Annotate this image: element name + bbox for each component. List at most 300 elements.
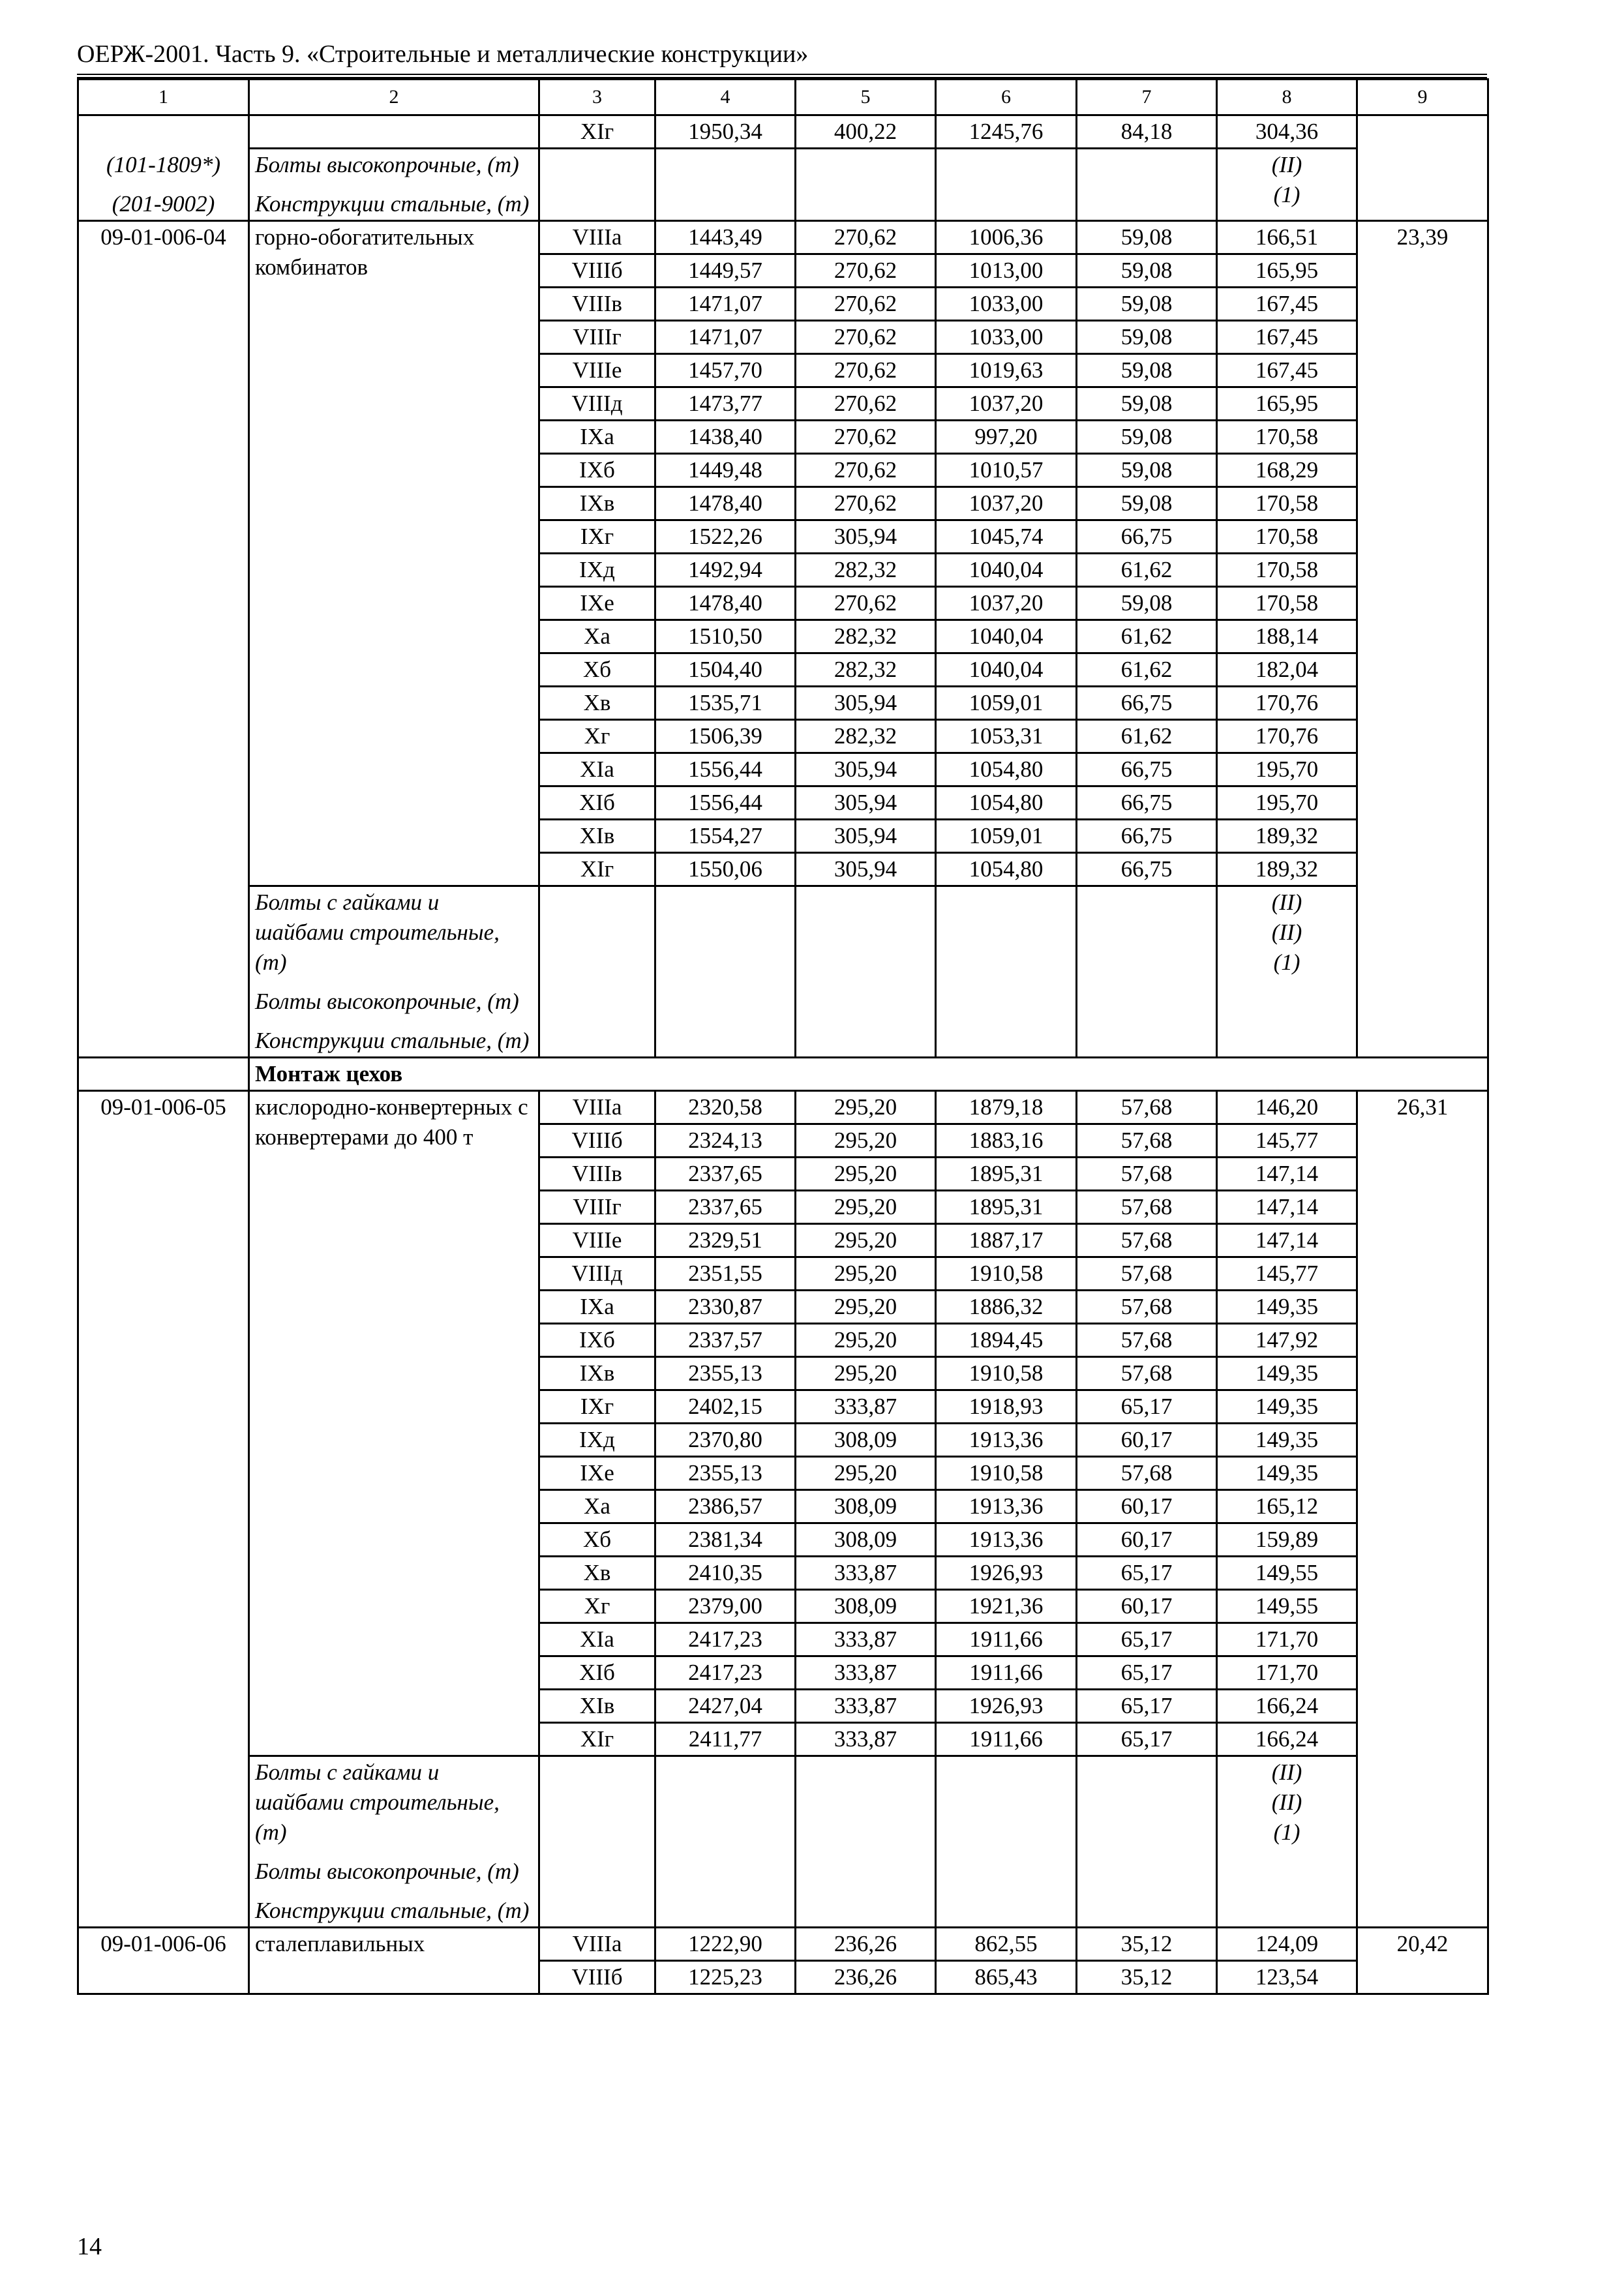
value-cell: 1471,07 bbox=[655, 321, 796, 354]
value-cell: 270,62 bbox=[796, 587, 936, 620]
value-cell: 57,68 bbox=[1077, 1457, 1217, 1490]
value-cell: 1059,01 bbox=[936, 687, 1077, 720]
value-cell: 1910,58 bbox=[936, 1457, 1077, 1490]
value-cell: 166,51 bbox=[1217, 221, 1357, 254]
column-header: 3 bbox=[539, 80, 655, 115]
value-cell: 167,45 bbox=[1217, 288, 1357, 321]
value-cell: 305,94 bbox=[796, 786, 936, 820]
value-cell: 1556,44 bbox=[655, 786, 796, 820]
value-cell: 1478,40 bbox=[655, 487, 796, 520]
materials-marks-cell bbox=[1217, 1756, 1357, 1928]
value-cell: 57,68 bbox=[1077, 1357, 1217, 1390]
value-cell: 1522,26 bbox=[655, 520, 796, 554]
value-cell: 1895,31 bbox=[936, 1191, 1077, 1224]
material-mark: (II) bbox=[1271, 920, 1302, 945]
value-cell: 1550,06 bbox=[655, 853, 796, 886]
value-cell: 165,12 bbox=[1217, 1490, 1357, 1523]
material-mark: (II) bbox=[1271, 1759, 1302, 1785]
zone-cell: VIIIб bbox=[539, 254, 655, 288]
table-body bbox=[78, 115, 1488, 1994]
zone-cell: VIIIд bbox=[539, 387, 655, 421]
material-name: Болты высокопрочные, (т) bbox=[255, 1859, 519, 1884]
value-cell: 170,76 bbox=[1217, 720, 1357, 753]
value-cell: 1040,04 bbox=[936, 554, 1077, 587]
value-cell: 1033,00 bbox=[936, 321, 1077, 354]
zone-cell: IXa bbox=[539, 1291, 655, 1324]
value-cell: 66,75 bbox=[1077, 687, 1217, 720]
zone-cell: VIIIa bbox=[539, 221, 655, 254]
value-cell: 1886,32 bbox=[936, 1291, 1077, 1324]
value-cell: 1895,31 bbox=[936, 1158, 1077, 1191]
value-cell: 1918,93 bbox=[936, 1390, 1077, 1424]
value-cell: 2417,23 bbox=[655, 1623, 796, 1656]
zone-cell: Xa bbox=[539, 1490, 655, 1523]
item-code-cell: 09-01-006-04 bbox=[78, 221, 249, 1058]
value-cell: 1883,16 bbox=[936, 1124, 1077, 1158]
zone-cell: IXв bbox=[539, 1357, 655, 1390]
value-cell: 1913,36 bbox=[936, 1490, 1077, 1523]
value-cell: 35,12 bbox=[1077, 1961, 1217, 1994]
value-cell: 333,87 bbox=[796, 1390, 936, 1424]
value-cell: 400,22 bbox=[796, 115, 936, 149]
value-cell: 1913,36 bbox=[936, 1523, 1077, 1557]
value-cell: 2427,04 bbox=[655, 1690, 796, 1723]
value-cell: 149,35 bbox=[1217, 1424, 1357, 1457]
value-cell: 170,76 bbox=[1217, 687, 1357, 720]
value-cell: 1054,80 bbox=[936, 853, 1077, 886]
item-name-cell: кислородно-конвертерных с конвертерами до 400 т bbox=[249, 1091, 539, 1756]
value-cell: 1910,58 bbox=[936, 1257, 1077, 1291]
value-cell: 2329,51 bbox=[655, 1224, 796, 1257]
material-name: Болты с гайками и шайбами строительные, (т) bbox=[255, 1759, 500, 1845]
materials-empty-cell bbox=[1077, 149, 1217, 221]
value-cell: 304,36 bbox=[1217, 115, 1357, 149]
value-cell: 295,20 bbox=[796, 1224, 936, 1257]
zone-cell: IXe bbox=[539, 1457, 655, 1490]
value-cell: 170,58 bbox=[1217, 520, 1357, 554]
value-cell: 270,62 bbox=[796, 354, 936, 387]
materials-empty-cell bbox=[539, 886, 655, 1058]
value-cell: 60,17 bbox=[1077, 1490, 1217, 1523]
value-cell: 1911,66 bbox=[936, 1623, 1077, 1656]
value-cell: 182,04 bbox=[1217, 653, 1357, 687]
value-cell: 59,08 bbox=[1077, 587, 1217, 620]
value-cell: 66,75 bbox=[1077, 853, 1217, 886]
item-code-cell bbox=[78, 115, 249, 221]
material-name: Болты высокопрочные, (т) bbox=[255, 152, 519, 177]
zone-cell: VIIIв bbox=[539, 288, 655, 321]
value-cell: 282,32 bbox=[796, 720, 936, 753]
value-cell: 145,77 bbox=[1217, 1124, 1357, 1158]
zone-cell: XIг bbox=[539, 115, 655, 149]
zone-cell: XIг bbox=[539, 853, 655, 886]
value-cell: 59,08 bbox=[1077, 221, 1217, 254]
value-cell: 195,70 bbox=[1217, 786, 1357, 820]
value-cell: 59,08 bbox=[1077, 487, 1217, 520]
materials-empty-cell bbox=[1077, 886, 1217, 1058]
value-cell: 171,70 bbox=[1217, 1623, 1357, 1656]
zone-cell: IXб bbox=[539, 454, 655, 487]
page-number: 14 bbox=[77, 2233, 102, 2260]
value-cell: 1471,07 bbox=[655, 288, 796, 321]
value-cell: 295,20 bbox=[796, 1357, 936, 1390]
zone-cell: VIIIд bbox=[539, 1257, 655, 1291]
zone-cell: XIв bbox=[539, 1690, 655, 1723]
section-row bbox=[78, 1058, 1488, 1091]
value-cell: 1222,90 bbox=[655, 1928, 796, 1961]
value-cell: 1921,36 bbox=[936, 1590, 1077, 1623]
value-cell: 270,62 bbox=[796, 321, 936, 354]
value-cell: 145,77 bbox=[1217, 1257, 1357, 1291]
materials-empty-cell bbox=[796, 886, 936, 1058]
material-mark: (II) bbox=[1271, 890, 1302, 915]
value-cell: 282,32 bbox=[796, 620, 936, 653]
materials-empty-cell bbox=[655, 1756, 796, 1928]
value-cell: 124,09 bbox=[1217, 1928, 1357, 1961]
rates-table bbox=[77, 78, 1489, 1995]
value-cell: 1554,27 bbox=[655, 820, 796, 853]
value-cell: 2417,23 bbox=[655, 1656, 796, 1690]
materials-empty-cell bbox=[936, 149, 1077, 221]
materials-marks-cell bbox=[1217, 886, 1357, 1058]
value-cell: 1037,20 bbox=[936, 587, 1077, 620]
value-cell: 147,14 bbox=[1217, 1224, 1357, 1257]
value-cell: 170,58 bbox=[1217, 554, 1357, 587]
value-cell: 1053,31 bbox=[936, 720, 1077, 753]
value-cell: 61,62 bbox=[1077, 554, 1217, 587]
value-cell: 236,26 bbox=[796, 1928, 936, 1961]
value-cell: 1040,04 bbox=[936, 653, 1077, 687]
value-cell: 159,89 bbox=[1217, 1523, 1357, 1557]
value-cell: 165,95 bbox=[1217, 387, 1357, 421]
value-cell: 1438,40 bbox=[655, 421, 796, 454]
materials-empty-cell bbox=[1077, 1756, 1217, 1928]
value-cell: 66,75 bbox=[1077, 520, 1217, 554]
material-mark: (1) bbox=[1273, 182, 1301, 207]
value-cell: 1245,76 bbox=[936, 115, 1077, 149]
value-cell: 1040,04 bbox=[936, 620, 1077, 653]
zone-cell: VIIIa bbox=[539, 1928, 655, 1961]
value-cell: 2370,80 bbox=[655, 1424, 796, 1457]
material-mark: (1) bbox=[1273, 950, 1301, 975]
value-cell: 146,20 bbox=[1217, 1091, 1357, 1124]
value-cell: 333,87 bbox=[796, 1656, 936, 1690]
material-mark: (II) bbox=[1271, 1789, 1302, 1815]
value-cell: 170,58 bbox=[1217, 487, 1357, 520]
value-cell: 57,68 bbox=[1077, 1124, 1217, 1158]
zone-cell: VIIIб bbox=[539, 1124, 655, 1158]
value-cell: 61,62 bbox=[1077, 720, 1217, 753]
value-cell: 57,68 bbox=[1077, 1091, 1217, 1124]
material-mark: (II) bbox=[1271, 152, 1302, 177]
material-code: (201-9002) bbox=[112, 191, 215, 217]
value-cell: 1926,93 bbox=[936, 1690, 1077, 1723]
material-name: Конструкции стальные, (т) bbox=[255, 191, 530, 217]
value-cell: 61,62 bbox=[1077, 620, 1217, 653]
zone-cell: VIIIв bbox=[539, 1158, 655, 1191]
value-cell: 1879,18 bbox=[936, 1091, 1077, 1124]
zone-cell: IXв bbox=[539, 487, 655, 520]
value-cell: 57,68 bbox=[1077, 1191, 1217, 1224]
materials-empty-cell bbox=[936, 886, 1077, 1058]
value-cell: 308,09 bbox=[796, 1523, 936, 1557]
item-name-cell: сталеплавильных bbox=[249, 1928, 539, 1994]
value-cell: 270,62 bbox=[796, 221, 936, 254]
materials-names-cell bbox=[249, 1756, 539, 1928]
material-name: Болты высокопрочные, (т) bbox=[255, 989, 519, 1014]
value-cell: 1913,36 bbox=[936, 1424, 1077, 1457]
column-header: 9 bbox=[1357, 80, 1488, 115]
value-cell: 2351,55 bbox=[655, 1257, 796, 1291]
value-cell: 333,87 bbox=[796, 1623, 936, 1656]
value-cell: 149,35 bbox=[1217, 1291, 1357, 1324]
zone-cell: VIIIг bbox=[539, 321, 655, 354]
value-cell: 166,24 bbox=[1217, 1690, 1357, 1723]
materials-names-cell bbox=[249, 886, 539, 1058]
value-cell: 295,20 bbox=[796, 1158, 936, 1191]
zone-cell: IXб bbox=[539, 1324, 655, 1357]
value-cell: 997,20 bbox=[936, 421, 1077, 454]
value-cell: 270,62 bbox=[796, 387, 936, 421]
value-cell: 295,20 bbox=[796, 1124, 936, 1158]
zone-cell: VIIIб bbox=[539, 1961, 655, 1994]
col9-cell: 26,31 bbox=[1357, 1091, 1488, 1928]
value-cell: 57,68 bbox=[1077, 1291, 1217, 1324]
value-cell: 167,45 bbox=[1217, 354, 1357, 387]
zone-cell: Xг bbox=[539, 720, 655, 753]
value-cell: 65,17 bbox=[1077, 1623, 1217, 1656]
page-header-title: ОЕРЖ-2001. Часть 9. «Строительные и металлические конструкции» bbox=[77, 40, 809, 68]
value-cell: 189,32 bbox=[1217, 853, 1357, 886]
column-header: 8 bbox=[1217, 80, 1357, 115]
item-name-cell bbox=[249, 115, 539, 149]
value-cell: 1045,74 bbox=[936, 520, 1077, 554]
value-cell: 123,54 bbox=[1217, 1961, 1357, 1994]
value-cell: 2411,77 bbox=[655, 1723, 796, 1756]
value-cell: 1910,58 bbox=[936, 1357, 1077, 1390]
value-cell: 66,75 bbox=[1077, 786, 1217, 820]
zone-cell: IXг bbox=[539, 520, 655, 554]
value-cell: 84,18 bbox=[1077, 115, 1217, 149]
value-cell: 1492,94 bbox=[655, 554, 796, 587]
value-cell: 2410,35 bbox=[655, 1557, 796, 1590]
value-cell: 236,26 bbox=[796, 1961, 936, 1994]
value-cell: 1535,71 bbox=[655, 687, 796, 720]
value-cell: 149,35 bbox=[1217, 1357, 1357, 1390]
materials-empty-cell bbox=[539, 149, 655, 221]
value-cell: 59,08 bbox=[1077, 254, 1217, 288]
materials-row bbox=[78, 886, 1488, 1058]
value-cell: 308,09 bbox=[796, 1424, 936, 1457]
value-cell: 333,87 bbox=[796, 1557, 936, 1590]
value-cell: 65,17 bbox=[1077, 1723, 1217, 1756]
value-cell: 308,09 bbox=[796, 1590, 936, 1623]
material-name: Болты с гайками и шайбами строительные, (т) bbox=[255, 890, 500, 975]
table-row bbox=[78, 1091, 1488, 1124]
zone-cell: Xв bbox=[539, 1557, 655, 1590]
value-cell: 282,32 bbox=[796, 653, 936, 687]
value-cell: 1054,80 bbox=[936, 753, 1077, 786]
table-row bbox=[78, 115, 1488, 149]
value-cell: 270,62 bbox=[796, 421, 936, 454]
zone-cell: VIIIe bbox=[539, 354, 655, 387]
value-cell: 149,55 bbox=[1217, 1590, 1357, 1623]
value-cell: 149,35 bbox=[1217, 1390, 1357, 1424]
value-cell: 2402,15 bbox=[655, 1390, 796, 1424]
value-cell: 59,08 bbox=[1077, 288, 1217, 321]
value-cell: 188,14 bbox=[1217, 620, 1357, 653]
value-cell: 171,70 bbox=[1217, 1656, 1357, 1690]
zone-cell: IXa bbox=[539, 421, 655, 454]
value-cell: 1449,57 bbox=[655, 254, 796, 288]
value-cell: 282,32 bbox=[796, 554, 936, 587]
value-cell: 295,20 bbox=[796, 1091, 936, 1124]
value-cell: 60,17 bbox=[1077, 1590, 1217, 1623]
zone-cell: Xa bbox=[539, 620, 655, 653]
value-cell: 61,62 bbox=[1077, 653, 1217, 687]
zone-cell: IXд bbox=[539, 554, 655, 587]
value-cell: 66,75 bbox=[1077, 820, 1217, 853]
value-cell: 149,55 bbox=[1217, 1557, 1357, 1590]
zone-cell: Xг bbox=[539, 1590, 655, 1623]
zone-cell: XIв bbox=[539, 820, 655, 853]
col9-cell: 20,42 bbox=[1357, 1928, 1488, 1994]
value-cell: 65,17 bbox=[1077, 1557, 1217, 1590]
value-cell: 308,09 bbox=[796, 1490, 936, 1523]
value-cell: 1033,00 bbox=[936, 288, 1077, 321]
value-cell: 2386,57 bbox=[655, 1490, 796, 1523]
value-cell: 2337,65 bbox=[655, 1158, 796, 1191]
value-cell: 57,68 bbox=[1077, 1224, 1217, 1257]
value-cell: 2337,57 bbox=[655, 1324, 796, 1357]
value-cell: 166,24 bbox=[1217, 1723, 1357, 1756]
value-cell: 1059,01 bbox=[936, 820, 1077, 853]
column-header: 4 bbox=[655, 80, 796, 115]
value-cell: 305,94 bbox=[796, 753, 936, 786]
zone-cell: XIa bbox=[539, 1623, 655, 1656]
value-cell: 147,92 bbox=[1217, 1324, 1357, 1357]
value-cell: 295,20 bbox=[796, 1457, 936, 1490]
value-cell: 1950,34 bbox=[655, 115, 796, 149]
value-cell: 1926,93 bbox=[936, 1557, 1077, 1590]
column-header: 7 bbox=[1077, 80, 1217, 115]
item-code-cell: 09-01-006-05 bbox=[78, 1091, 249, 1928]
materials-empty-cell bbox=[796, 149, 936, 221]
value-cell: 1225,23 bbox=[655, 1961, 796, 1994]
value-cell: 60,17 bbox=[1077, 1424, 1217, 1457]
value-cell: 57,68 bbox=[1077, 1158, 1217, 1191]
material-mark: (1) bbox=[1273, 1819, 1301, 1845]
col9-cell: 23,39 bbox=[1357, 221, 1488, 1058]
value-cell: 2337,65 bbox=[655, 1191, 796, 1224]
value-cell: 170,58 bbox=[1217, 587, 1357, 620]
value-cell: 305,94 bbox=[796, 520, 936, 554]
value-cell: 59,08 bbox=[1077, 321, 1217, 354]
value-cell: 167,45 bbox=[1217, 321, 1357, 354]
zone-cell: IXд bbox=[539, 1424, 655, 1457]
column-header: 5 bbox=[796, 80, 936, 115]
materials-empty-cell bbox=[796, 1756, 936, 1928]
value-cell: 2379,00 bbox=[655, 1590, 796, 1623]
materials-empty-cell bbox=[655, 886, 796, 1058]
value-cell: 1478,40 bbox=[655, 587, 796, 620]
value-cell: 1006,36 bbox=[936, 221, 1077, 254]
column-header: 2 bbox=[249, 80, 539, 115]
value-cell: 270,62 bbox=[796, 487, 936, 520]
item-name-cell: горно-обогатительных комбинатов bbox=[249, 221, 539, 886]
value-cell: 2320,58 bbox=[655, 1091, 796, 1124]
column-header: 6 bbox=[936, 80, 1077, 115]
zone-cell: XIг bbox=[539, 1723, 655, 1756]
materials-marks-cell bbox=[1217, 149, 1357, 221]
materials-row bbox=[78, 1756, 1488, 1928]
column-header: 1 bbox=[78, 80, 249, 115]
material-code: (101-1809*) bbox=[106, 152, 220, 177]
value-cell: 305,94 bbox=[796, 853, 936, 886]
value-cell: 2355,13 bbox=[655, 1357, 796, 1390]
value-cell: 295,20 bbox=[796, 1324, 936, 1357]
value-cell: 60,17 bbox=[1077, 1523, 1217, 1557]
value-cell: 1504,40 bbox=[655, 653, 796, 687]
value-cell: 2330,87 bbox=[655, 1291, 796, 1324]
value-cell: 170,58 bbox=[1217, 421, 1357, 454]
value-cell: 195,70 bbox=[1217, 753, 1357, 786]
value-cell: 1443,49 bbox=[655, 221, 796, 254]
zone-cell: XIa bbox=[539, 753, 655, 786]
value-cell: 65,17 bbox=[1077, 1656, 1217, 1690]
value-cell: 165,95 bbox=[1217, 254, 1357, 288]
materials-row bbox=[78, 149, 1488, 221]
value-cell: 149,35 bbox=[1217, 1457, 1357, 1490]
value-cell: 59,08 bbox=[1077, 354, 1217, 387]
zone-cell: Xб bbox=[539, 653, 655, 687]
zone-cell: IXe bbox=[539, 587, 655, 620]
materials-names-cell bbox=[249, 149, 539, 221]
value-cell: 305,94 bbox=[796, 687, 936, 720]
section-title: Монтаж цехов bbox=[249, 1058, 1488, 1091]
value-cell: 2355,13 bbox=[655, 1457, 796, 1490]
value-cell: 305,94 bbox=[796, 820, 936, 853]
value-cell: 59,08 bbox=[1077, 421, 1217, 454]
value-cell: 2324,13 bbox=[655, 1124, 796, 1158]
value-cell: 1510,50 bbox=[655, 620, 796, 653]
materials-empty-cell bbox=[539, 1756, 655, 1928]
value-cell: 1506,39 bbox=[655, 720, 796, 753]
value-cell: 1911,66 bbox=[936, 1723, 1077, 1756]
value-cell: 2381,34 bbox=[655, 1523, 796, 1557]
value-cell: 59,08 bbox=[1077, 454, 1217, 487]
zone-cell: Xб bbox=[539, 1523, 655, 1557]
table-row bbox=[78, 221, 1488, 254]
value-cell: 270,62 bbox=[796, 288, 936, 321]
value-cell: 189,32 bbox=[1217, 820, 1357, 853]
value-cell: 59,08 bbox=[1077, 387, 1217, 421]
value-cell: 1019,63 bbox=[936, 354, 1077, 387]
value-cell: 147,14 bbox=[1217, 1158, 1357, 1191]
column-number-row bbox=[78, 80, 1488, 115]
section-empty-cell bbox=[78, 1058, 249, 1091]
item-code-cell: 09-01-006-06 bbox=[78, 1928, 249, 1994]
value-cell: 65,17 bbox=[1077, 1390, 1217, 1424]
value-cell: 1887,17 bbox=[936, 1224, 1077, 1257]
value-cell: 65,17 bbox=[1077, 1690, 1217, 1723]
value-cell: 1473,77 bbox=[655, 387, 796, 421]
value-cell: 1556,44 bbox=[655, 753, 796, 786]
value-cell: 295,20 bbox=[796, 1291, 936, 1324]
value-cell: 66,75 bbox=[1077, 753, 1217, 786]
value-cell: 1010,57 bbox=[936, 454, 1077, 487]
table-row bbox=[78, 1928, 1488, 1961]
